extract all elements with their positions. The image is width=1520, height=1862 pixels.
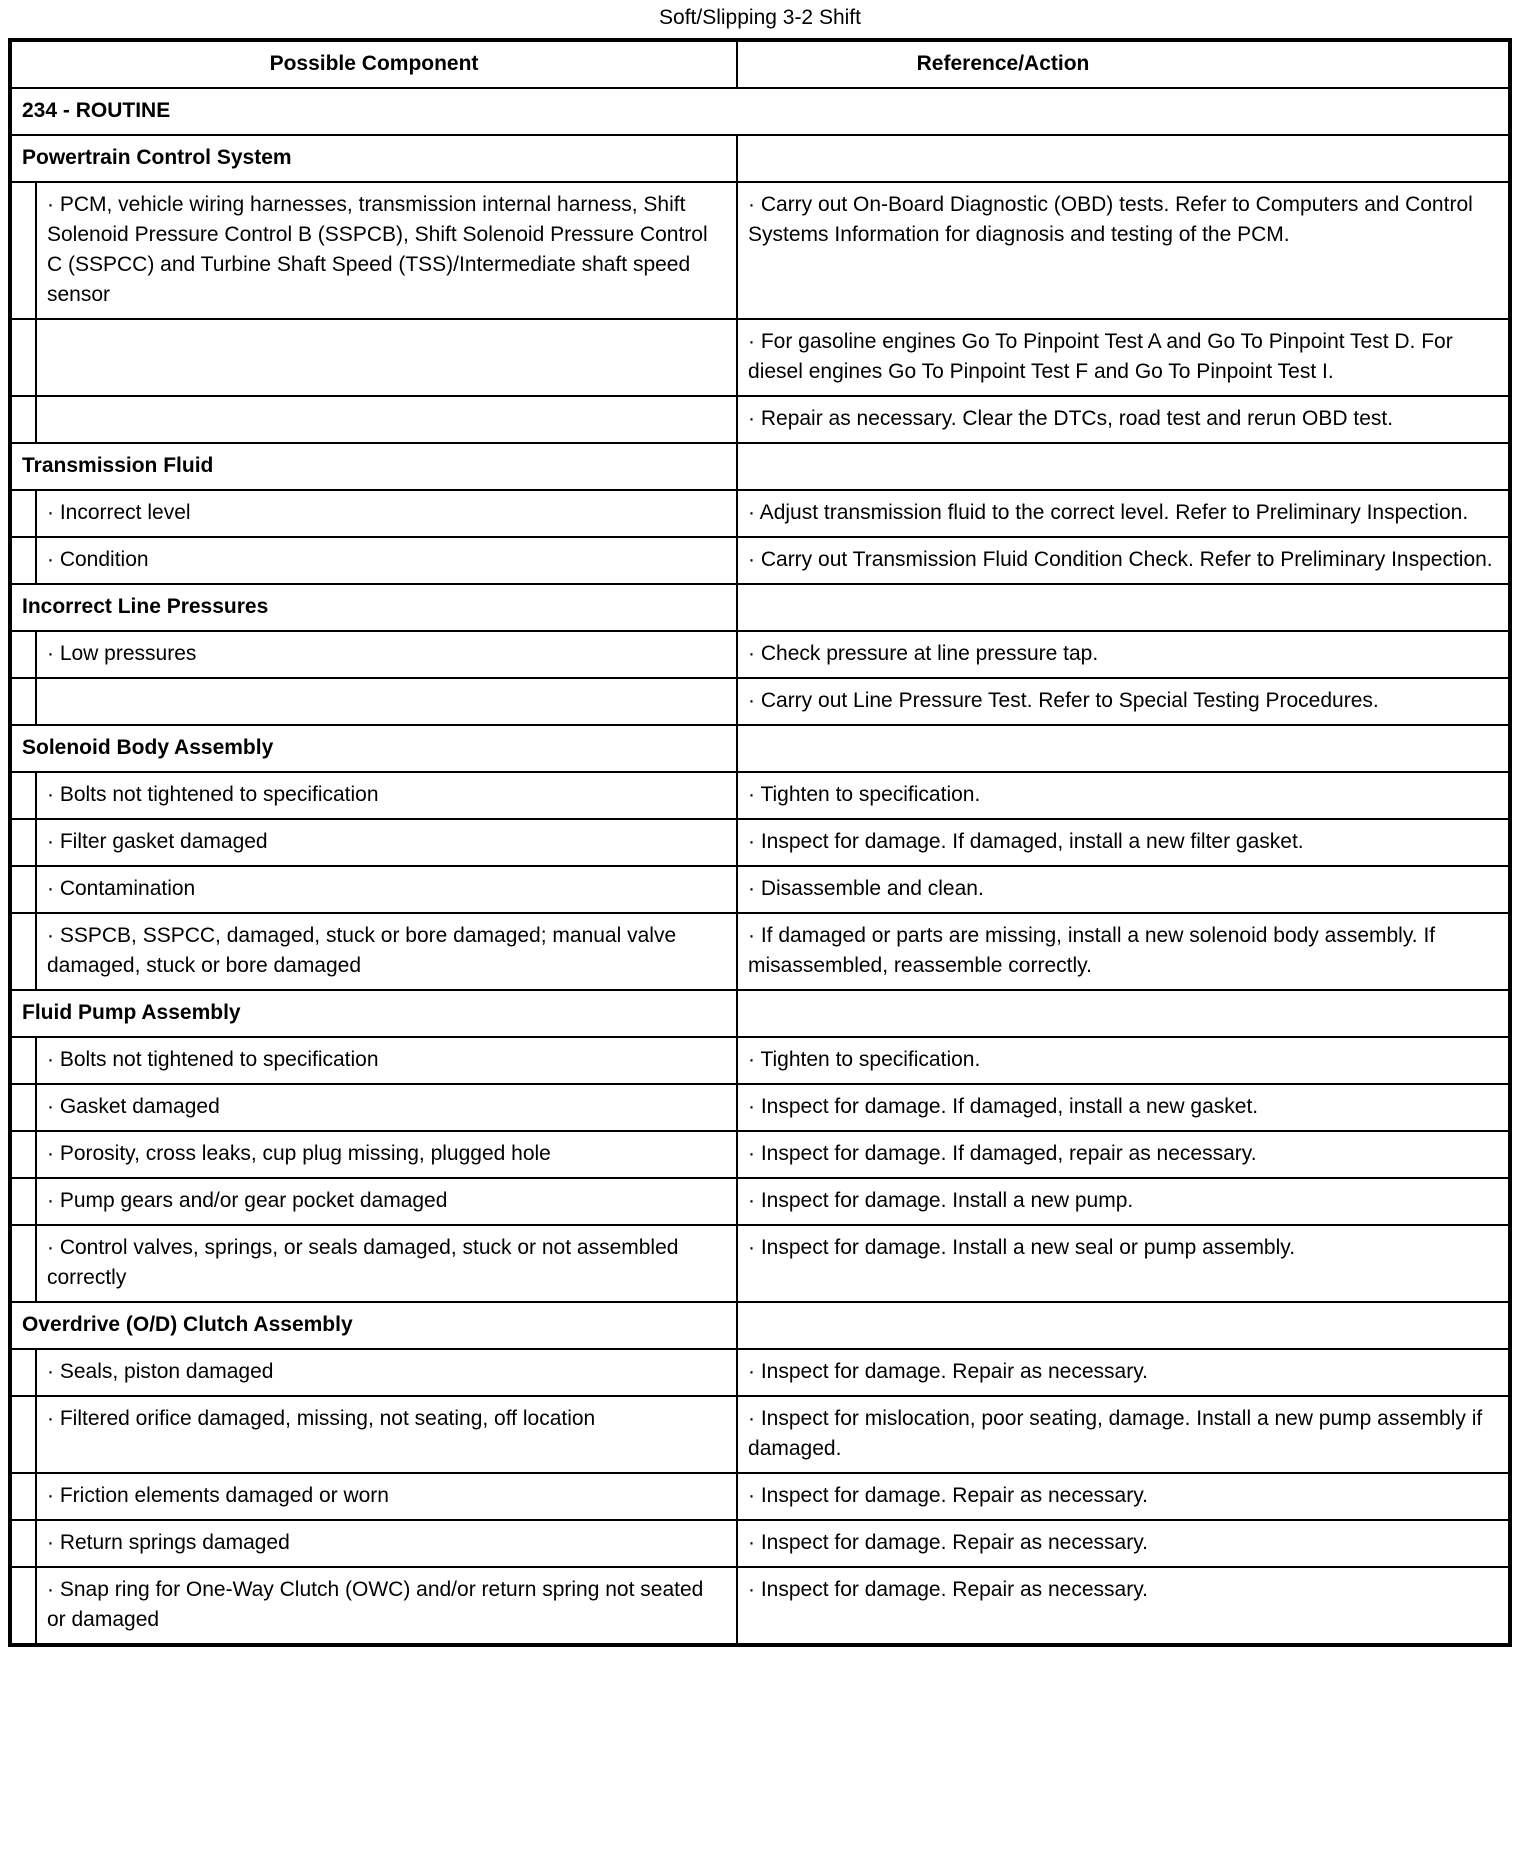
section-title: Transmission Fluid xyxy=(10,443,737,490)
action-cell: · Inspect for damage. Repair as necessary. xyxy=(737,1349,1510,1396)
table-row xyxy=(10,319,1510,396)
section-header-row xyxy=(10,725,1510,772)
row-indent-cell xyxy=(10,819,36,866)
action-cell: · Inspect for damage. Install a new seal or pump assembly. xyxy=(737,1225,1510,1302)
section-action-empty-cell xyxy=(737,135,1510,182)
section-action-empty-cell xyxy=(737,990,1510,1037)
section-action-empty-cell xyxy=(737,584,1510,631)
table-row xyxy=(10,772,1510,819)
column-header-possible-component: Possible Component xyxy=(10,40,737,88)
row-indent-cell xyxy=(10,1225,36,1302)
table-row xyxy=(10,1349,1510,1396)
row-indent-cell xyxy=(10,631,36,678)
action-cell: · Tighten to specification. xyxy=(737,772,1510,819)
table-row xyxy=(10,396,1510,443)
routine-label: 234 - ROUTINE xyxy=(10,88,1510,135)
column-header-reference-action: Reference/Action xyxy=(737,40,1510,88)
row-indent-cell xyxy=(10,1037,36,1084)
row-indent-cell xyxy=(10,866,36,913)
component-cell: · Return springs damaged xyxy=(36,1520,737,1567)
component-cell xyxy=(36,678,737,725)
row-indent-cell xyxy=(10,319,36,396)
row-indent-cell xyxy=(10,1396,36,1473)
action-cell: · Inspect for damage. If damaged, install a new filter gasket. xyxy=(737,819,1510,866)
action-cell: · Inspect for damage. If damaged, repair as necessary. xyxy=(737,1131,1510,1178)
table-row xyxy=(10,537,1510,584)
action-cell: · If damaged or parts are missing, install a new solenoid body assembly. If misassembled, reassemble correctly. xyxy=(737,913,1510,990)
action-cell: · Adjust transmission fluid to the correct level. Refer to Preliminary Inspection. xyxy=(737,490,1510,537)
table-row xyxy=(10,1084,1510,1131)
table-row xyxy=(10,490,1510,537)
section-title: Incorrect Line Pressures xyxy=(10,584,737,631)
action-cell: · Inspect for damage. Repair as necessary. xyxy=(737,1520,1510,1567)
row-indent-cell xyxy=(10,1349,36,1396)
row-indent-cell xyxy=(10,772,36,819)
row-indent-cell xyxy=(10,182,36,319)
table-row xyxy=(10,866,1510,913)
component-cell: · Bolts not tightened to specification xyxy=(36,772,737,819)
table-row xyxy=(10,678,1510,725)
row-indent-cell xyxy=(10,1520,36,1567)
component-cell: · Seals, piston damaged xyxy=(36,1349,737,1396)
action-cell: · Carry out Transmission Fluid Condition Check. Refer to Preliminary Inspection. xyxy=(737,537,1510,584)
action-cell: · For gasoline engines Go To Pinpoint Test A and Go To Pinpoint Test D. For diesel engines Go To Pinpoint Test F and Go To Pinpoint Test I. xyxy=(737,319,1510,396)
action-cell: · Inspect for damage. Install a new pump. xyxy=(737,1178,1510,1225)
component-cell: · PCM, vehicle wiring harnesses, transmission internal harness, Shift Solenoid Pressure Control B (SSPCB), Shift Solenoid Pressure Control C (SSPCC) and Turbine Shaft Speed (TSS)/Intermediate shaft speed sensor xyxy=(36,182,737,319)
component-cell: · Control valves, springs, or seals damaged, stuck or not assembled correctly xyxy=(36,1225,737,1302)
action-cell: · Inspect for damage. Repair as necessary. xyxy=(737,1567,1510,1645)
table-row xyxy=(10,1225,1510,1302)
table-row xyxy=(10,819,1510,866)
page-title: Soft/Slipping 3-2 Shift xyxy=(659,6,861,29)
action-cell: · Carry out On-Board Diagnostic (OBD) tests. Refer to Computers and Control Systems Information for diagnosis and testing of the PCM. xyxy=(737,182,1510,319)
row-indent-cell xyxy=(10,1178,36,1225)
section-header-row xyxy=(10,584,1510,631)
table-row xyxy=(10,1037,1510,1084)
action-cell: · Disassemble and clean. xyxy=(737,866,1510,913)
component-cell: · Filter gasket damaged xyxy=(36,819,737,866)
action-cell: · Tighten to specification. xyxy=(737,1037,1510,1084)
component-cell: · Filtered orifice damaged, missing, not seating, off location xyxy=(36,1396,737,1473)
table-row xyxy=(10,1473,1510,1520)
table-body xyxy=(10,88,1510,1645)
section-header-row xyxy=(10,1302,1510,1349)
action-cell: · Inspect for damage. If damaged, install a new gasket. xyxy=(737,1084,1510,1131)
row-indent-cell xyxy=(10,1567,36,1645)
row-indent-cell xyxy=(10,913,36,990)
table-row xyxy=(10,1520,1510,1567)
component-cell: · Condition xyxy=(36,537,737,584)
action-cell: · Inspect for damage. Repair as necessary. xyxy=(737,1473,1510,1520)
component-cell xyxy=(36,319,737,396)
table-row xyxy=(10,1131,1510,1178)
section-title: Fluid Pump Assembly xyxy=(10,990,737,1037)
component-cell: · Porosity, cross leaks, cup plug missing, plugged hole xyxy=(36,1131,737,1178)
table-row xyxy=(10,1567,1510,1645)
section-header-row xyxy=(10,135,1510,182)
row-indent-cell xyxy=(10,490,36,537)
component-cell: · Incorrect level xyxy=(36,490,737,537)
row-indent-cell xyxy=(10,537,36,584)
component-cell: · SSPCB, SSPCC, damaged, stuck or bore damaged; manual valve damaged, stuck or bore damaged xyxy=(36,913,737,990)
component-cell: · Bolts not tightened to specification xyxy=(36,1037,737,1084)
row-indent-cell xyxy=(10,678,36,725)
row-indent-cell xyxy=(10,1131,36,1178)
table-row xyxy=(10,631,1510,678)
table-header-row xyxy=(10,40,1510,88)
table-row xyxy=(10,182,1510,319)
component-cell: · Gasket damaged xyxy=(36,1084,737,1131)
action-cell: · Check pressure at line pressure tap. xyxy=(737,631,1510,678)
component-cell: · Low pressures xyxy=(36,631,737,678)
component-cell: · Friction elements damaged or worn xyxy=(36,1473,737,1520)
section-title: Overdrive (O/D) Clutch Assembly xyxy=(10,1302,737,1349)
section-action-empty-cell xyxy=(737,725,1510,772)
table-row xyxy=(10,1178,1510,1225)
action-cell: · Inspect for mislocation, poor seating, damage. Install a new pump assembly if damaged. xyxy=(737,1396,1510,1473)
row-indent-cell xyxy=(10,1473,36,1520)
component-cell: · Snap ring for One-Way Clutch (OWC) and/or return spring not seated or damaged xyxy=(36,1567,737,1645)
row-indent-cell xyxy=(10,1084,36,1131)
row-indent-cell xyxy=(10,396,36,443)
routine-row xyxy=(10,88,1510,135)
section-action-empty-cell xyxy=(737,443,1510,490)
table-row xyxy=(10,1396,1510,1473)
section-title: Powertrain Control System xyxy=(10,135,737,182)
component-cell xyxy=(36,396,737,443)
action-cell: · Carry out Line Pressure Test. Refer to Special Testing Procedures. xyxy=(737,678,1510,725)
section-header-row xyxy=(10,443,1510,490)
diagnostic-table xyxy=(8,38,1512,1647)
section-header-row xyxy=(10,990,1510,1037)
section-title: Solenoid Body Assembly xyxy=(10,725,737,772)
component-cell: · Contamination xyxy=(36,866,737,913)
component-cell: · Pump gears and/or gear pocket damaged xyxy=(36,1178,737,1225)
action-cell: · Repair as necessary. Clear the DTCs, road test and rerun OBD test. xyxy=(737,396,1510,443)
section-action-empty-cell xyxy=(737,1302,1510,1349)
table-row xyxy=(10,913,1510,990)
